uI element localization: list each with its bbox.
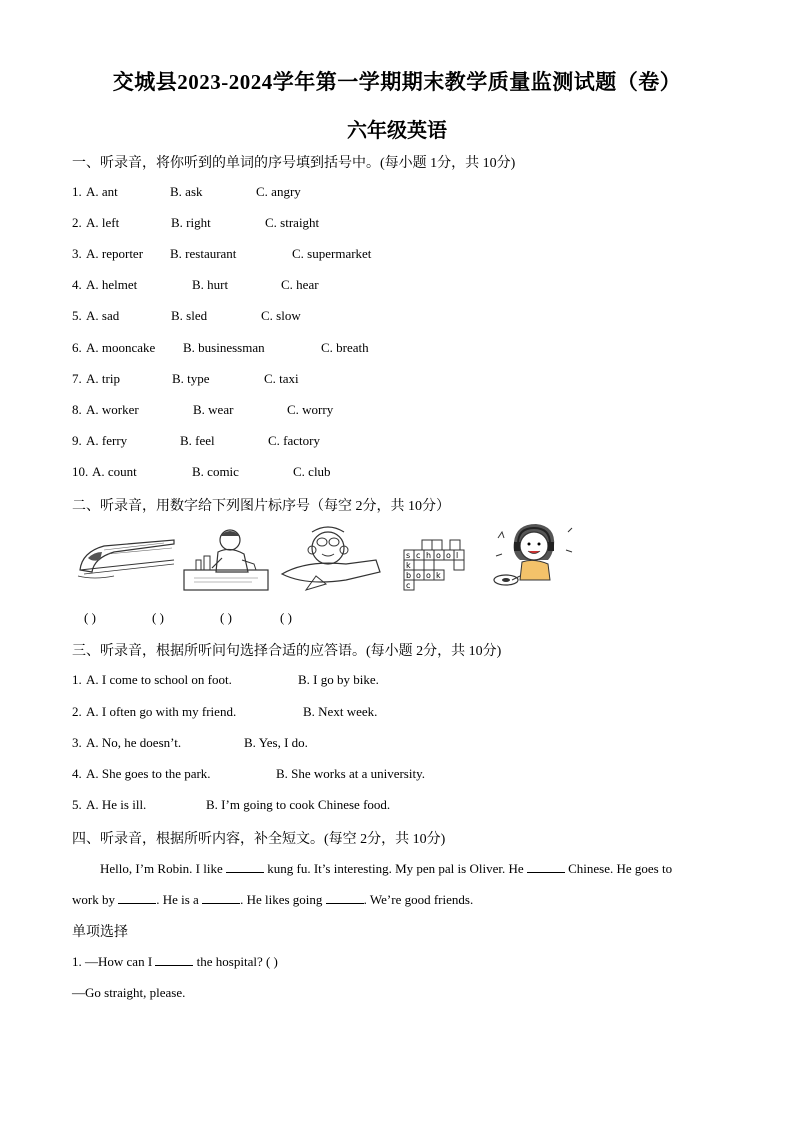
- passage-text: . We’re good friends.: [363, 892, 474, 907]
- option-b[interactable]: B. I go by bike.: [298, 672, 379, 687]
- section2-heading: 二、听录音，用数字给下列图片标序号（每空 2分，共 10分）: [72, 499, 450, 514]
- pilot-image: [276, 524, 384, 594]
- question-number: 6.: [72, 340, 82, 355]
- option-a[interactable]: A. ant: [86, 184, 118, 199]
- option-a[interactable]: A. count: [92, 464, 137, 479]
- question-number: 7.: [72, 371, 82, 386]
- question-number: 5.: [72, 308, 82, 323]
- option-b[interactable]: B. wear: [193, 402, 234, 417]
- section1-heading: 一、听录音，将你听到的单词的序号填到括号中。(每小题 1分，共 10分): [72, 156, 516, 171]
- question-number: 10.: [72, 464, 89, 479]
- option-a[interactable]: A. helmet: [86, 277, 138, 292]
- picture-answer-paren-2[interactable]: ( ): [152, 610, 164, 625]
- svg-text:l: l: [456, 551, 459, 560]
- train-image: [74, 530, 178, 586]
- option-a[interactable]: A. I often go with my friend.: [86, 704, 237, 719]
- picture-answer-paren-3[interactable]: ( ): [220, 610, 232, 625]
- option-c[interactable]: C. breath: [321, 340, 369, 355]
- option-c[interactable]: C. worry: [287, 402, 334, 417]
- section5-heading: 单项选择: [72, 925, 128, 940]
- option-b[interactable]: B. Yes, I do.: [244, 735, 308, 750]
- option-c[interactable]: C. taxi: [264, 371, 299, 386]
- question-number: 8.: [72, 402, 82, 417]
- question-text: 1. —How can I: [72, 954, 156, 969]
- exam-title: 交城县2023-2024学年第一学期期末教学质量监测试题（卷）: [112, 70, 682, 94]
- svg-text:k: k: [406, 561, 411, 570]
- question-number: 2.: [72, 215, 82, 230]
- option-b[interactable]: B. businessman: [183, 340, 265, 355]
- blank-4[interactable]: [202, 891, 240, 904]
- option-b[interactable]: B. sled: [171, 308, 208, 323]
- question-number: 1.: [72, 672, 82, 687]
- exam-subtitle: 六年级英语: [347, 120, 447, 142]
- passage-line-1: [100, 860, 672, 877]
- passage-text: . He likes going: [240, 892, 326, 907]
- passage-text: . He is a: [156, 892, 203, 907]
- option-a[interactable]: A. mooncake: [86, 340, 156, 355]
- svg-text:o: o: [416, 571, 421, 580]
- passage-text: work by: [72, 892, 119, 907]
- option-b[interactable]: B. I’m going to cook Chinese food.: [206, 797, 391, 812]
- question-number: 9.: [72, 433, 82, 448]
- blank-5[interactable]: [326, 891, 364, 904]
- option-c[interactable]: C. slow: [261, 308, 301, 323]
- option-a[interactable]: A. reporter: [86, 246, 144, 261]
- blank-1[interactable]: [226, 860, 264, 873]
- question-number: 3.: [72, 735, 82, 750]
- option-b[interactable]: B. restaurant: [170, 246, 237, 261]
- passage-line-2: [72, 891, 473, 908]
- mc-question-1-answer: —Go straight, please.: [72, 985, 186, 1000]
- blank-3[interactable]: [118, 891, 156, 904]
- blank-2[interactable]: [527, 860, 565, 873]
- question-number: 4.: [72, 277, 82, 292]
- scientist-image: [182, 524, 270, 594]
- option-b[interactable]: B. right: [171, 215, 211, 230]
- svg-text:o: o: [446, 551, 451, 560]
- option-b[interactable]: B. type: [172, 371, 210, 386]
- blank-q1[interactable]: [155, 953, 193, 966]
- option-a[interactable]: A. She goes to the park.: [86, 766, 211, 781]
- option-c[interactable]: C. club: [293, 464, 331, 479]
- section3-heading: 三、听录音，根据所听问句选择合适的应答语。(每小题 2分，共 10分): [72, 644, 502, 659]
- option-c[interactable]: C. hear: [281, 277, 319, 292]
- mc-question-1: [72, 953, 278, 970]
- girl-listening-image: [488, 520, 580, 596]
- option-a[interactable]: A. I come to school on foot.: [86, 672, 232, 687]
- svg-text:h: h: [426, 551, 432, 560]
- picture-answer-paren-1[interactable]: ( ): [84, 610, 96, 625]
- option-b[interactable]: B. hurt: [192, 277, 229, 292]
- option-c[interactable]: C. angry: [256, 184, 301, 199]
- svg-text:k: k: [436, 571, 441, 580]
- option-b[interactable]: B. feel: [180, 433, 215, 448]
- option-a[interactable]: A. left: [86, 215, 120, 230]
- question-number: 4.: [72, 766, 82, 781]
- option-a[interactable]: A. No, he doesn’t.: [86, 735, 182, 750]
- option-a[interactable]: A. trip: [86, 371, 120, 386]
- option-b[interactable]: B. comic: [192, 464, 239, 479]
- option-a[interactable]: A. worker: [86, 402, 139, 417]
- option-c[interactable]: C. factory: [268, 433, 320, 448]
- option-b[interactable]: B. Next week.: [303, 704, 378, 719]
- picture-answer-paren-4[interactable]: ( ): [280, 610, 292, 625]
- svg-text:o: o: [426, 571, 431, 580]
- section4-heading: 四、听录音，根据所听内容，补全短文。(每空 2分，共 10分): [72, 832, 446, 847]
- svg-text:o: o: [436, 551, 441, 560]
- question-text: the hospital? ( ): [193, 954, 278, 969]
- svg-text:s: s: [406, 551, 411, 560]
- question-number: 3.: [72, 246, 82, 261]
- question-number: 5.: [72, 797, 82, 812]
- passage-text: Chinese. He goes to: [564, 861, 673, 876]
- option-c[interactable]: C. straight: [265, 215, 320, 230]
- svg-text:b: b: [406, 571, 412, 580]
- option-b[interactable]: B. ask: [170, 184, 203, 199]
- option-a[interactable]: A. ferry: [86, 433, 128, 448]
- passage-text: kung fu. It’s interesting. My pen pal is Oliver. He: [264, 861, 527, 876]
- option-c[interactable]: C. supermarket: [292, 246, 372, 261]
- option-b[interactable]: B. She works at a university.: [276, 766, 425, 781]
- crossword-image: [402, 538, 470, 594]
- svg-text:c: c: [416, 551, 421, 560]
- passage-text: Hello, I’m Robin. I like: [100, 861, 227, 876]
- question-number: 1.: [72, 184, 82, 199]
- question-number: 2.: [72, 704, 82, 719]
- option-a[interactable]: A. sad: [86, 308, 120, 323]
- option-a[interactable]: A. He is ill.: [86, 797, 147, 812]
- svg-text:c: c: [406, 581, 411, 590]
